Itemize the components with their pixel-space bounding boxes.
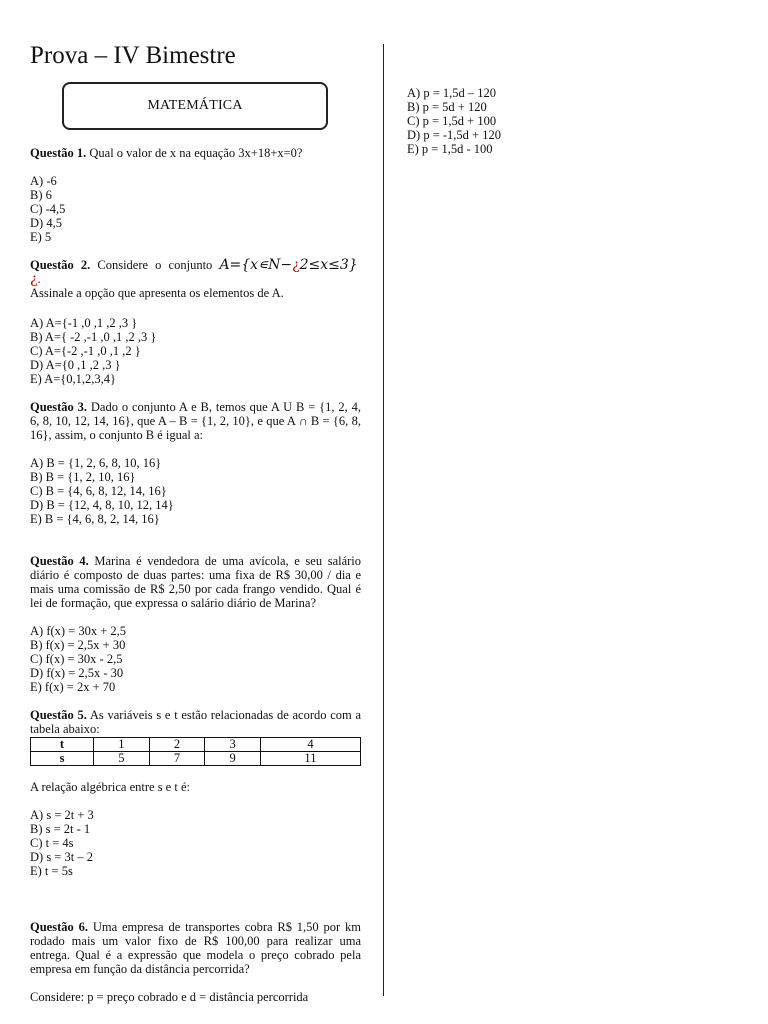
option: A) B = {1, 2, 6, 8, 10, 16} xyxy=(30,456,162,470)
question-5-prompt: A relação algébrica entre s e t é: xyxy=(30,780,190,794)
table-cell: 9 xyxy=(205,752,261,766)
question-5 xyxy=(30,708,361,736)
option: B) f(x) = 2,5x + 30 xyxy=(30,638,126,652)
table-cell: 5 xyxy=(94,752,150,766)
table-cell: 3 xyxy=(205,738,261,752)
question-text: Marina é vendedora de uma avícola, e seu salário diário é composto de duas partes: uma fixa de R$ 30,00 / dia e mais uma comissão de R$ 2,50 por cada frango vendido. Qual é lei de formação, que expressa o salário diário de Marina? xyxy=(30,554,362,610)
option: E) f(x) = 2x + 70 xyxy=(30,680,116,694)
option: A) f(x) = 30x + 2,5 xyxy=(30,624,127,638)
question-6 xyxy=(30,920,361,976)
subject-label: MATEMÁTICA xyxy=(147,98,243,113)
question-text: Uma empresa de transportes cobra R$ 1,50 por km rodado mais um valor fixo de R$ 100,00 para realizar uma entrega. Qual é a expressão que modela o preço cobrado pela empresa em função da distância percorrida? xyxy=(30,920,361,976)
question-6-options xyxy=(407,86,737,156)
question-text: Dado o conjunto A e B, temos que A U B = {1, 2, 4, 6, 8, 10, 12, 14, 16}, que A – B = {1, 2, 10}, e que A ∩ B = {6, 8, 16}, assim, o conjunto B é igual a: xyxy=(30,400,362,442)
question-1-options xyxy=(30,174,361,244)
question-label: Questão 4. xyxy=(30,554,89,568)
question-2: Questão 2. Considere o conjunto A={x∊N−¿2≤x≤3}¿. xyxy=(30,257,358,287)
option: B) s = 2t - 1 xyxy=(30,822,91,836)
table-header-cell: s xyxy=(31,752,94,766)
table-row xyxy=(31,738,361,752)
option: E) A={0,1,2,3,4} xyxy=(30,372,117,386)
question-2-line2: Assinale a opção que apresenta os elementos de A. xyxy=(30,286,284,300)
left-column xyxy=(30,40,361,1004)
question-4-options xyxy=(30,624,361,694)
values-table xyxy=(30,737,361,766)
right-column xyxy=(407,86,737,156)
question-4 xyxy=(30,554,361,610)
option: B) A={ -2 ,-1 ,0 ,1 ,2 ,3 } xyxy=(30,330,157,344)
option: D) A={0 ,1 ,2 ,3 } xyxy=(30,358,121,372)
question-text: Considere o conjunto xyxy=(97,258,213,272)
question-1 xyxy=(30,146,361,160)
table-header-cell: t xyxy=(31,738,94,752)
table-cell: 1 xyxy=(94,738,150,752)
question-3 xyxy=(30,400,361,442)
question-label: Questão 1. xyxy=(30,146,87,160)
option: D) s = 3t – 2 xyxy=(30,850,93,864)
question-6-consider: Considere: p = preço cobrado e d = distância percorrida xyxy=(30,990,309,1004)
page-title: Prova – IV Bimestre xyxy=(30,42,236,69)
option: B) 6 xyxy=(30,188,52,202)
subject-box xyxy=(62,82,328,130)
option: E) B = {4, 6, 8, 2, 14, 16} xyxy=(30,512,160,526)
question-label: Questão 3. xyxy=(30,400,88,414)
option: E) 5 xyxy=(30,230,52,244)
table-cell: 7 xyxy=(149,752,205,766)
question-text: As variáveis s e t estão relacionadas de acordo com a tabela abaixo: xyxy=(30,708,362,736)
option: D) 4,5 xyxy=(30,216,62,230)
option: C) t = 4s xyxy=(30,836,74,850)
question-text: Qual o valor de x na equação 3x+18+x=0? xyxy=(89,146,303,160)
option: D) f(x) = 2,5x - 30 xyxy=(30,666,124,680)
table-cell: 2 xyxy=(149,738,205,752)
option: C) -4,5 xyxy=(30,202,66,216)
option: A) s = 2t + 3 xyxy=(30,808,94,822)
option: A) -6 xyxy=(30,174,57,188)
question-label: Questão 5. xyxy=(30,708,87,722)
option: E) p = 1,5d - 100 xyxy=(407,142,493,156)
table-cell: 4 xyxy=(260,738,360,752)
option: D) p = -1,5d + 120 xyxy=(407,128,501,142)
question-3-options xyxy=(30,456,361,526)
question-label: Questão 2. xyxy=(30,258,91,272)
question-label: Questão 6. xyxy=(30,920,88,934)
option: B) p = 5d + 120 xyxy=(407,100,487,114)
option: A) A={-1 ,0 ,1 ,2 ,3 } xyxy=(30,316,138,330)
table-row xyxy=(31,752,361,766)
option: C) p = 1,5d + 100 xyxy=(407,114,497,128)
option: A) p = 1,5d – 120 xyxy=(407,86,496,100)
option: C) f(x) = 30x - 2,5 xyxy=(30,652,123,666)
question-2-options xyxy=(30,316,361,386)
option: D) B = {12, 4, 8, 10, 12, 14} xyxy=(30,498,174,512)
option: E) t = 5s xyxy=(30,864,73,878)
set-expression: A={x∊N−¿2≤x≤3}¿ xyxy=(30,257,358,287)
option: B) B = {1, 2, 10, 16} xyxy=(30,470,136,484)
table-cell: 11 xyxy=(260,752,360,766)
option: C) A={-2 ,-1 ,0 ,1 ,2 } xyxy=(30,344,141,358)
option: C) B = {4, 6, 8, 12, 14, 16} xyxy=(30,484,167,498)
question-5-options xyxy=(30,808,361,878)
column-divider xyxy=(383,44,384,996)
